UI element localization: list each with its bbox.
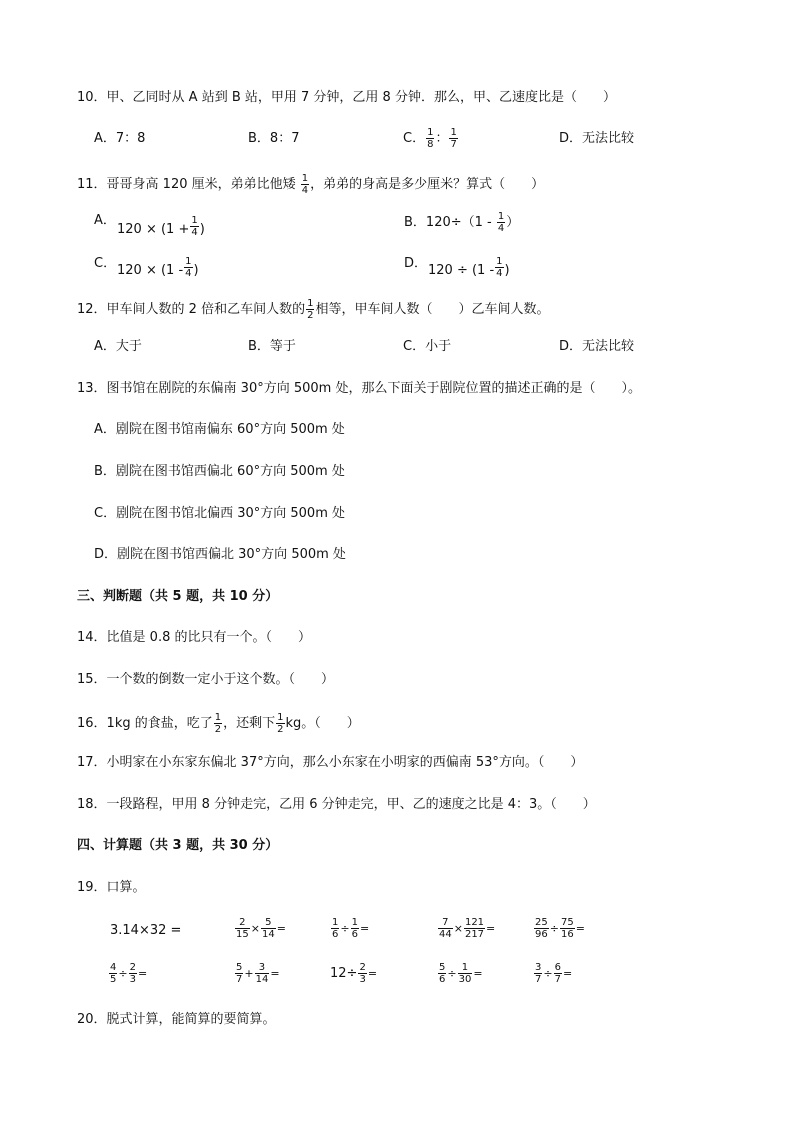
expression: 120 × (1 - — [117, 263, 184, 278]
q12-option-b[interactable]: B．等于 — [248, 339, 296, 354]
question-14-text: 14．比值是 0.8 的比只有一个。（ ） — [77, 630, 311, 645]
calc-r2c1 — [108, 962, 147, 985]
question-16-text — [77, 712, 360, 735]
q12-option-d[interactable]: D．无法比较 — [559, 339, 635, 354]
fraction: $\frac{1}{2}$ — [277, 712, 284, 735]
question-19-title: 19．口算。 — [77, 880, 146, 895]
q13-option-c[interactable]: C．剧院在图书馆北偏西 30°方向 500m 处 — [94, 506, 345, 521]
fraction: $\frac{5}{6}$ — [439, 962, 446, 985]
q12-option-c[interactable]: C．小于 — [403, 339, 452, 354]
question-15-text: 15．一个数的倒数一定小于这个数。（ ） — [77, 672, 335, 687]
equals: = — [270, 967, 280, 980]
fraction: $\frac{2}{3}$ — [359, 962, 366, 985]
equals: = — [137, 967, 148, 980]
calc-r2c2 — [234, 962, 280, 985]
equals: = — [276, 922, 286, 935]
q12-option-a[interactable]: A．大于 — [94, 339, 142, 354]
calc-r1c2 — [234, 917, 286, 940]
fraction: $\frac{1}{7}$ — [450, 127, 457, 150]
q11-option-c-expr[interactable] — [117, 256, 199, 279]
question-text-part: 11．哥哥身高 120 厘米，弟弟比他矮 — [77, 177, 296, 192]
fraction: $\frac{1}{2}$ — [214, 712, 222, 735]
expression: 120 × (1 + — [117, 222, 190, 237]
question-text-part: ，还剩下 — [223, 716, 276, 731]
section-3-heading: 三、判断题（共 5 题，共 10 分） — [77, 589, 279, 604]
q10-option-b[interactable]: B．8：7 — [248, 131, 300, 146]
fraction: $\frac{5}{14}$ — [261, 917, 275, 940]
question-text-part: 12．甲车间人数的 2 倍和乙车间人数的 — [77, 302, 306, 317]
q10-option-c[interactable] — [403, 127, 459, 150]
expression: B．120÷（1 - — [404, 215, 492, 230]
fraction: $\frac{25}{96}$ — [535, 917, 548, 940]
fraction: $\frac{1}{6}$ — [332, 917, 339, 940]
fraction: $\frac{1}{4}$ — [301, 173, 309, 196]
calc-r1c5 — [533, 917, 585, 940]
q10-option-a[interactable]: A．7：8 — [94, 131, 146, 146]
q13-option-b[interactable]: B．剧院在图书馆西偏北 60°方向 500m 处 — [94, 464, 345, 479]
question-13-text: 13．图书馆在剧院的东偏南 30°方向 500m 处，那么下面关于剧院位置的描述正确的是（ ）。 — [77, 381, 641, 396]
fraction: $\frac{1}{4}$ — [497, 211, 505, 234]
option-label: C． — [94, 256, 117, 271]
equals: = — [575, 922, 585, 935]
expression: 12÷ — [330, 966, 358, 981]
q11-option-a[interactable] — [94, 213, 116, 229]
q13-option-a[interactable]: A．剧院在图书馆南偏东 60°方向 500m 处 — [94, 422, 345, 437]
equals: = — [562, 967, 573, 980]
operator: ÷ — [543, 967, 553, 980]
fraction: $\frac{121}{217}$ — [464, 917, 485, 940]
option-label: C． — [403, 131, 426, 146]
section-4-heading: 四、计算题（共 3 题，共 30 分） — [77, 838, 279, 853]
option-label: D． — [404, 256, 428, 271]
ratio-colon: ： — [435, 131, 449, 146]
fraction: $\frac{1}{6}$ — [351, 917, 358, 940]
fraction: $\frac{1}{30}$ — [458, 962, 472, 985]
question-20-text: 20．脱式计算，能简算的要简算。 — [77, 1012, 276, 1027]
fraction: $\frac{6}{7}$ — [554, 962, 561, 985]
close-paren: ) — [193, 263, 199, 278]
fraction: $\frac{5}{7}$ — [236, 962, 243, 985]
equals: = — [473, 967, 483, 980]
operator: × — [453, 922, 463, 935]
close-paren: ) — [504, 263, 510, 278]
question-12-text — [77, 298, 549, 321]
calc-r2c4 — [437, 962, 483, 985]
q11-option-c[interactable] — [94, 256, 116, 272]
fraction: $\frac{1}{8}$ — [427, 127, 434, 150]
fraction: $\frac{1}{4}$ — [185, 256, 192, 279]
operator: ÷ — [118, 967, 128, 980]
question-text-part: 16．1kg 的食盐，吃了 — [77, 716, 213, 731]
question-text-part: kg。（ ） — [285, 716, 360, 731]
fraction: $\frac{3}{14}$ — [255, 962, 269, 985]
q11-option-a-expr[interactable] — [117, 215, 205, 238]
calc-r2c5 — [533, 962, 572, 985]
q13-option-d[interactable]: D．剧院在图书馆西偏北 30°方向 500m 处 — [94, 547, 346, 562]
close-paren: ) — [199, 222, 205, 237]
question-10-text: 10．甲、乙同时从 A 站到 B 站，甲用 7 分钟，乙用 8 分钟．那么，甲、乙速度比是（ ） — [77, 90, 616, 105]
fraction: $\frac{1}{2}$ — [307, 298, 314, 321]
operator: ÷ — [447, 967, 457, 980]
calc-r1c1: 3.14×32 = — [110, 923, 182, 938]
fraction: $\frac{3}{7}$ — [535, 962, 542, 985]
operator: ÷ — [549, 922, 559, 935]
fraction: $\frac{2}{3}$ — [129, 962, 136, 985]
fraction: $\frac{1}{4}$ — [191, 215, 198, 238]
q11-option-b[interactable] — [404, 211, 519, 234]
q10-option-d[interactable]: D．无法比较 — [559, 131, 635, 146]
q11-option-d-expr[interactable] — [428, 256, 510, 279]
operator: + — [244, 967, 254, 980]
question-17-text: 17．小明家在小东家东偏北 37°方向，那么小东家在小明家的西偏南 53°方向。（ ） — [77, 755, 584, 770]
question-18-text: 18．一段路程，甲用 8 分钟走完，乙用 6 分钟走完，甲、乙的速度之比是 4：3。（ ） — [77, 797, 596, 812]
operator: × — [250, 922, 260, 935]
question-text-part: 相等，甲车间人数（ ）乙车间人数。 — [315, 302, 550, 317]
fraction: $\frac{7}{44}$ — [439, 917, 452, 940]
question-text-part: ，弟弟的身高是多少厘米？算式（ ） — [310, 177, 545, 192]
fraction: $\frac{2}{15}$ — [236, 917, 249, 940]
equals: = — [367, 967, 378, 980]
equals: = — [486, 922, 496, 935]
option-label: A． — [94, 213, 116, 228]
equals: = — [359, 922, 370, 935]
fraction: $\frac{75}{16}$ — [560, 917, 574, 940]
operator: ÷ — [340, 922, 350, 935]
fraction: $\frac{4}{5}$ — [110, 962, 117, 985]
fraction: $\frac{1}{4}$ — [496, 256, 503, 279]
calc-r1c4 — [437, 917, 495, 940]
expression: 120 ÷ (1 - — [428, 263, 495, 278]
calc-r2c3 — [330, 962, 377, 985]
close-paren: ） — [506, 215, 520, 230]
question-11-text — [77, 173, 544, 196]
q11-option-d[interactable] — [404, 256, 427, 272]
calc-r1c3 — [330, 917, 369, 940]
